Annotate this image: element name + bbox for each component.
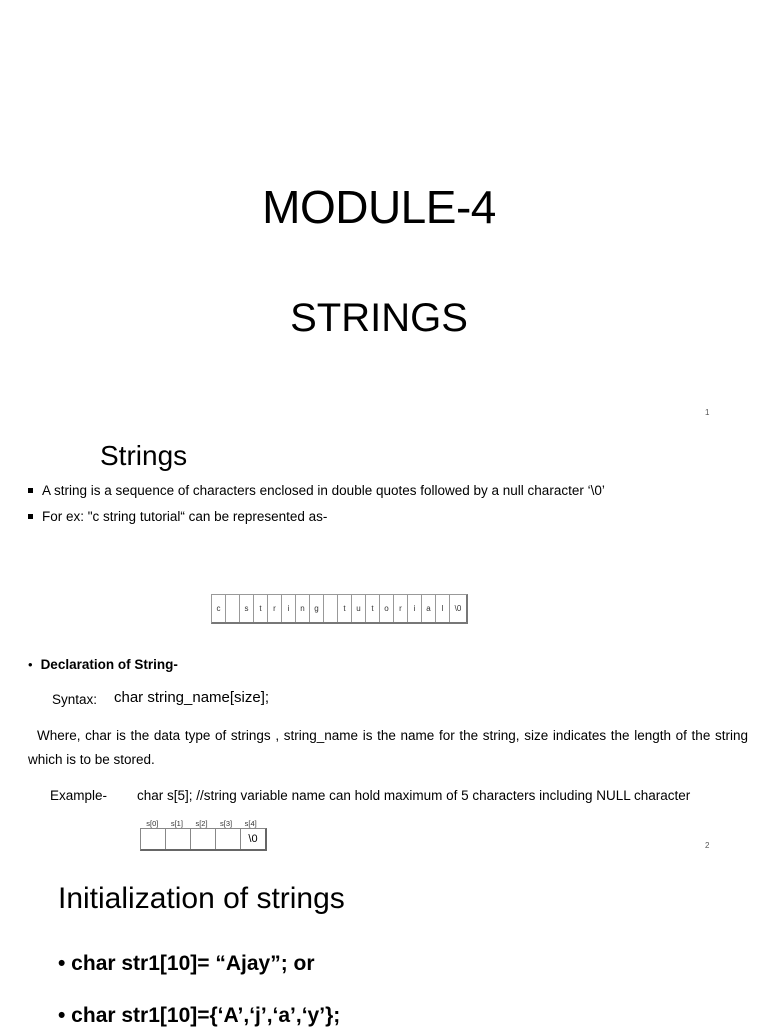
example-label: Example- [50, 788, 108, 803]
array-cell [191, 829, 216, 849]
string-char-cell: c [212, 595, 226, 622]
string-char-cell: u [352, 595, 366, 622]
array-cell [166, 829, 191, 849]
bullet-dot-icon: • [28, 657, 33, 672]
string-char-cell: t [366, 595, 380, 622]
array-boxes [140, 828, 267, 851]
char-array-diagram [140, 819, 267, 851]
string-char-cell: a [422, 595, 436, 622]
syntax-code: char string_name[size]; [114, 689, 270, 706]
module-subtitle: STRINGS [290, 296, 468, 340]
array-index-label: s[1] [170, 819, 183, 828]
square-bullet-icon [28, 514, 33, 519]
array-cell [141, 829, 166, 849]
string-char-cell: g [310, 595, 324, 622]
array-cell: \0 [248, 833, 258, 845]
string-char-cell: r [394, 595, 408, 622]
string-char-cell [226, 595, 240, 622]
declaration-bullet [28, 657, 178, 672]
page-number-1: 1 [705, 408, 710, 417]
init-example-2: • char str1[10]={‘A’,‘j’,‘a’,‘y’}; [58, 1004, 341, 1027]
string-char-cell: i [408, 595, 422, 622]
bullet-text: A string is a sequence of characters enclosed in double quotes followed by a null character ‘\0’ [42, 483, 605, 498]
array-index-label: s[4] [244, 819, 257, 828]
bullet-item [28, 483, 605, 498]
declaration-heading: Declaration of String- [40, 657, 178, 672]
string-char-cell: r [268, 595, 282, 622]
array-index-label: s[3] [220, 819, 233, 828]
page-number-2: 2 [705, 841, 710, 850]
string-char-cell: t [338, 595, 352, 622]
string-char-cell: l [436, 595, 450, 622]
strings-heading: Strings [100, 440, 188, 471]
syntax-label: Syntax: [52, 692, 98, 707]
string-char-cell: t [254, 595, 268, 622]
array-index-labels [140, 819, 267, 828]
string-char-cell: n [296, 595, 310, 622]
string-char-cell: \0 [454, 604, 462, 613]
example-code: char s[5]; //string variable name can hold maximum of 5 characters including NULL character [137, 788, 691, 803]
string-char-cell: o [380, 595, 394, 622]
string-char-cell [324, 595, 338, 622]
explanation-paragraph: Where, char is the data type of strings , string_name is the name for the string, size indicates the length of the string which is to be stored. [28, 728, 748, 767]
array-index-label: s[0] [146, 819, 159, 828]
square-bullet-icon [28, 488, 33, 493]
string-char-cell: s [240, 595, 254, 622]
bullet-item [28, 509, 327, 524]
bullet-text: For ex: "c string tutorial“ can be represented as- [42, 509, 328, 524]
array-index-label: s[2] [195, 819, 208, 828]
init-example-1: • char str1[10]= “Ajay”; or [58, 952, 315, 975]
initialization-heading: Initialization of strings [58, 882, 345, 915]
string-char-cell: i [282, 595, 296, 622]
string-array-diagram [211, 594, 468, 624]
array-cell [216, 829, 241, 849]
module-title: MODULE-4 [262, 181, 496, 233]
